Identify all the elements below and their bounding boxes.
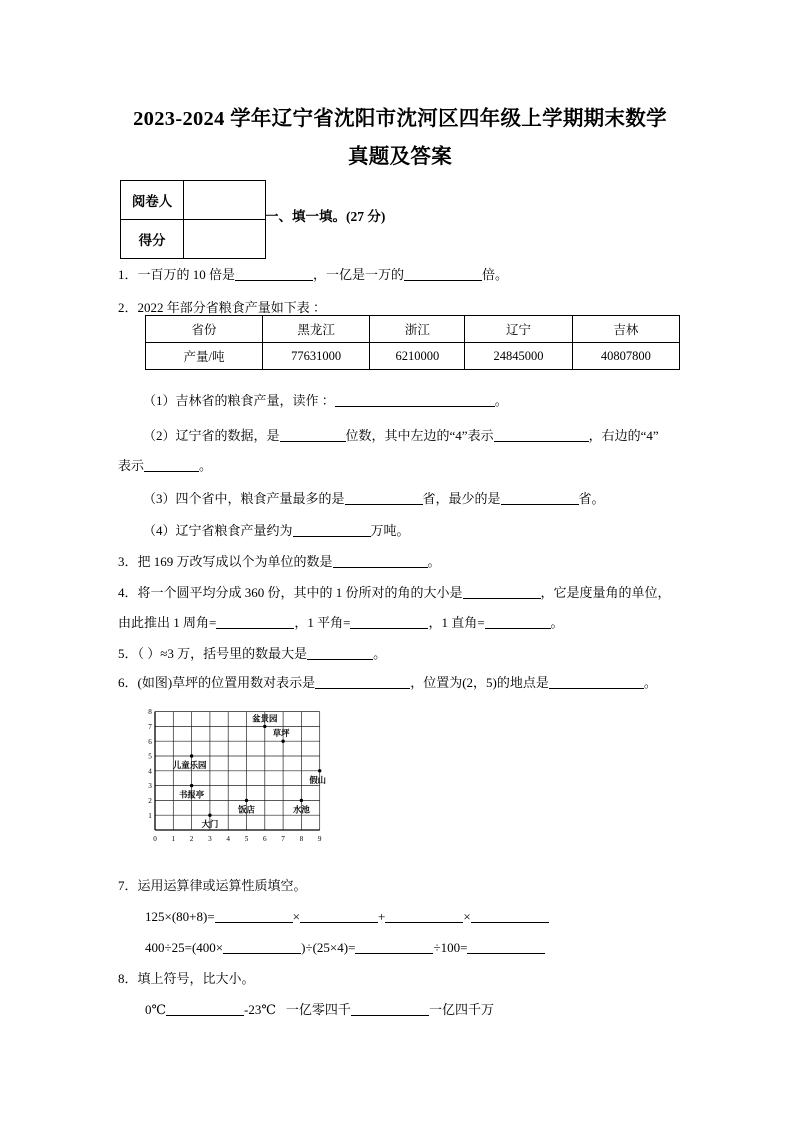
table-cell: 77631000 <box>263 343 370 370</box>
question-2-sub-3-label: （3） <box>143 491 176 506</box>
question-4-text-c: 由此推出 1 周角= <box>118 615 217 630</box>
question-8-number: 8． <box>118 971 138 986</box>
question-7-expr-c: + <box>378 909 386 924</box>
reviewer-value-cell[interactable] <box>184 181 266 220</box>
question-8-line <box>145 1000 494 1020</box>
question-2-sub-4-blank[interactable] <box>293 522 371 537</box>
table-row <box>146 343 680 370</box>
question-2-sub-3-blank-1[interactable] <box>345 490 423 505</box>
question-4-line-2 <box>118 613 564 633</box>
question-7-expr-a: 125×(80+8)= <box>145 909 215 924</box>
question-7-blank-2[interactable] <box>300 908 378 923</box>
question-2-sub-1-blank[interactable] <box>335 392 495 407</box>
question-7-blank-1[interactable] <box>215 908 293 923</box>
question-2-sub-2-blank-1[interactable] <box>280 427 346 442</box>
svg-text:6: 6 <box>263 835 267 843</box>
svg-text:盆景园: 盆景园 <box>252 714 278 724</box>
svg-text:4: 4 <box>226 835 230 843</box>
question-2-number: 2． <box>118 300 138 315</box>
question-7-expr-d: × <box>463 909 471 924</box>
question-3-number: 3． <box>118 554 138 569</box>
question-5-number: 5． <box>118 646 138 661</box>
table-header-cell: 辽宁 <box>465 316 572 343</box>
table-cell: 40807800 <box>572 343 679 370</box>
question-6-blank-1[interactable] <box>315 674 410 689</box>
coordinate-grid-svg <box>138 702 334 852</box>
question-6-number: 6． <box>118 675 138 690</box>
question-3-text-b: 。 <box>427 554 441 569</box>
svg-text:7: 7 <box>281 835 285 843</box>
question-3-text-a: 把 169 万改写成以个为单位的数是 <box>137 554 333 569</box>
question-6-text-a: (如图)草坪的位置用数对表示是 <box>137 675 316 690</box>
svg-text:假山: 假山 <box>309 775 327 785</box>
svg-text:0: 0 <box>153 835 157 843</box>
svg-text:大门: 大门 <box>201 820 219 830</box>
question-4-text-a: 将一个圆平均分成 360 份，其中的 1 份所对的角的大小是 <box>137 585 463 600</box>
question-4-blank-3[interactable] <box>350 614 428 629</box>
question-7-line-1 <box>145 907 549 927</box>
question-6 <box>118 673 657 693</box>
grain-output-table <box>145 315 680 370</box>
question-1-text-b: ，一亿是一万的 <box>313 267 405 282</box>
question-7-line-2 <box>145 938 545 958</box>
question-2-sub-1-text-a: 吉林省的粮食产量，读作 ： <box>175 393 335 408</box>
svg-text:9: 9 <box>317 835 322 843</box>
question-2-sub-3-text-c: 省。 <box>578 491 605 506</box>
table-row <box>146 316 680 343</box>
question-2-sub-4 <box>143 521 410 541</box>
question-3-blank[interactable] <box>333 553 428 568</box>
question-2-sub-2-text-a: 辽宁省的数据，是 <box>175 428 280 443</box>
question-5-text-b: 。 <box>373 646 387 661</box>
question-5-text-a: （ ）≈3 万，括号里的数最大是 <box>137 646 308 661</box>
section-heading: 一、填一填。(27 分) <box>265 209 386 224</box>
question-2-sub-2-text-d: 表示 <box>118 458 145 473</box>
question-2-sub-3-text-a: 四个省中，粮食产量最多的是 <box>175 491 345 506</box>
question-7-blank-3[interactable] <box>385 908 463 923</box>
score-box-row-score <box>121 220 266 259</box>
question-2-sub-1-text-b: 。 <box>494 393 508 408</box>
table-cell: 6210000 <box>370 343 465 370</box>
question-2-sub-1-label: （1） <box>143 393 176 408</box>
question-7-blank-6[interactable] <box>355 939 433 954</box>
question-1-text-c: 倍。 <box>482 267 509 282</box>
question-4-text-b: ，它是度量角的单位， <box>540 585 671 600</box>
svg-text:书报亭: 书报亭 <box>179 790 205 800</box>
question-2-sub-3-blank-2[interactable] <box>501 490 579 505</box>
svg-text:饭店: 饭店 <box>238 805 255 815</box>
question-4-text-d: ，1 平角= <box>294 615 351 630</box>
score-value-cell[interactable] <box>184 220 266 259</box>
question-7-expr-f: )÷(25×4)= <box>301 940 356 955</box>
question-5-blank[interactable] <box>307 645 373 660</box>
question-2-sub-2-text-c: ，右边的“4” <box>588 428 659 443</box>
svg-text:5: 5 <box>244 835 249 843</box>
title-line-1: 2023-2024 学年辽宁省沈阳市沈河区四年级上学期期末数学 <box>133 108 667 130</box>
table-header-cell: 黑龙江 <box>263 316 370 343</box>
question-4-number: 4． <box>118 585 138 600</box>
question-4-blank-1[interactable] <box>463 584 541 599</box>
question-7-number: 7． <box>118 878 138 893</box>
svg-text:3: 3 <box>208 835 212 843</box>
park-coordinate-grid-figure <box>138 702 334 852</box>
score-label: 得分 <box>121 220 184 259</box>
svg-text:6: 6 <box>148 737 152 746</box>
question-8-stem <box>118 969 255 989</box>
svg-text:水池: 水池 <box>293 805 310 815</box>
question-7-blank-4[interactable] <box>471 908 549 923</box>
question-4-text-e: ，1 直角= <box>428 615 485 630</box>
question-7-blank-7[interactable] <box>467 939 545 954</box>
question-2-sub-4-text-b: 万吨。 <box>370 523 410 538</box>
question-7-stem-text: 运用运算律或运算性质填空。 <box>137 878 307 893</box>
table-cell: 产量/吨 <box>146 343 263 370</box>
score-box <box>120 180 266 259</box>
svg-text:4: 4 <box>148 767 152 776</box>
question-2-sub-2-blank-2[interactable] <box>494 427 589 442</box>
question-4-text-f: 。 <box>550 615 564 630</box>
svg-text:8: 8 <box>299 835 304 843</box>
question-6-text-c: 。 <box>643 675 657 690</box>
question-8-blank-2[interactable] <box>351 1001 429 1016</box>
score-box-row-reviewer <box>121 181 266 220</box>
question-1-number: 1． <box>118 267 138 282</box>
question-2-sub-2-blank-3[interactable] <box>144 457 199 472</box>
question-2-sub-3-text-b: 省，最少的是 <box>422 491 501 506</box>
question-2-stem-text: 2022 年部分省粮食产量如下表 ： <box>137 300 327 315</box>
question-2-sub-1 <box>143 391 508 411</box>
question-8-text-a: 0℃ <box>145 1002 167 1017</box>
title-line-2: 真题及答案 <box>348 146 452 168</box>
svg-text:8: 8 <box>148 708 152 717</box>
question-1 <box>118 265 508 285</box>
svg-text:1: 1 <box>171 835 176 843</box>
question-4-blank-4[interactable] <box>485 614 551 629</box>
question-2-sub-3 <box>143 489 605 509</box>
question-5 <box>118 644 386 664</box>
question-7-blank-5[interactable] <box>223 939 301 954</box>
question-2-sub-2-text-b: 位数，其中左边的“4”表示 <box>345 428 494 443</box>
table-header-cell: 省份 <box>146 316 263 343</box>
question-2-sub-2-text-e: 。 <box>199 458 213 473</box>
question-2-sub-2-label: （2） <box>143 428 176 443</box>
question-3 <box>118 552 441 572</box>
table-cell: 24845000 <box>465 343 572 370</box>
question-2-sub-4-text-a: 辽宁省粮食产量约为 <box>175 523 293 538</box>
question-4-line-1 <box>118 583 671 603</box>
question-7-stem <box>118 876 307 896</box>
question-2-sub-2-line-1 <box>143 426 659 446</box>
svg-text:7: 7 <box>148 723 152 731</box>
question-2-sub-4-label: （4） <box>143 523 176 538</box>
svg-text:草坪: 草坪 <box>272 729 290 739</box>
question-6-text-b: ，位置为(2，5)的地点是 <box>410 675 549 690</box>
question-8-blank-1[interactable] <box>166 1001 244 1016</box>
question-8-text-b: -23℃ <box>244 1002 276 1017</box>
question-1-blank-2[interactable] <box>404 266 482 281</box>
question-8-text-c: 一亿零四千 <box>285 1002 351 1017</box>
svg-text:3: 3 <box>148 782 152 791</box>
question-7-expr-e: 400÷25=(400× <box>145 940 224 955</box>
page-title <box>100 100 700 176</box>
table-header-cell: 浙江 <box>370 316 465 343</box>
question-7-expr-b: × <box>292 909 300 924</box>
question-7-expr-g: ÷100= <box>433 940 468 955</box>
svg-text:2: 2 <box>148 797 152 805</box>
svg-text:1: 1 <box>148 811 152 820</box>
question-4-blank-2[interactable] <box>216 614 294 629</box>
question-8-text-d: 一亿四千万 <box>428 1002 494 1017</box>
question-8-stem-text: 填上符号，比大小。 <box>137 971 255 986</box>
question-6-blank-2[interactable] <box>549 674 644 689</box>
question-2-sub-2-line-2 <box>118 456 212 476</box>
question-1-blank-1[interactable] <box>235 266 313 281</box>
svg-text:5: 5 <box>148 752 152 761</box>
svg-text:2: 2 <box>189 835 194 843</box>
reviewer-label: 阅卷人 <box>121 181 184 220</box>
question-1-text-a: 一百万的 10 倍是 <box>137 267 236 282</box>
svg-text:儿童乐园: 儿童乐园 <box>172 761 207 770</box>
table-header-cell: 吉林 <box>572 316 679 343</box>
